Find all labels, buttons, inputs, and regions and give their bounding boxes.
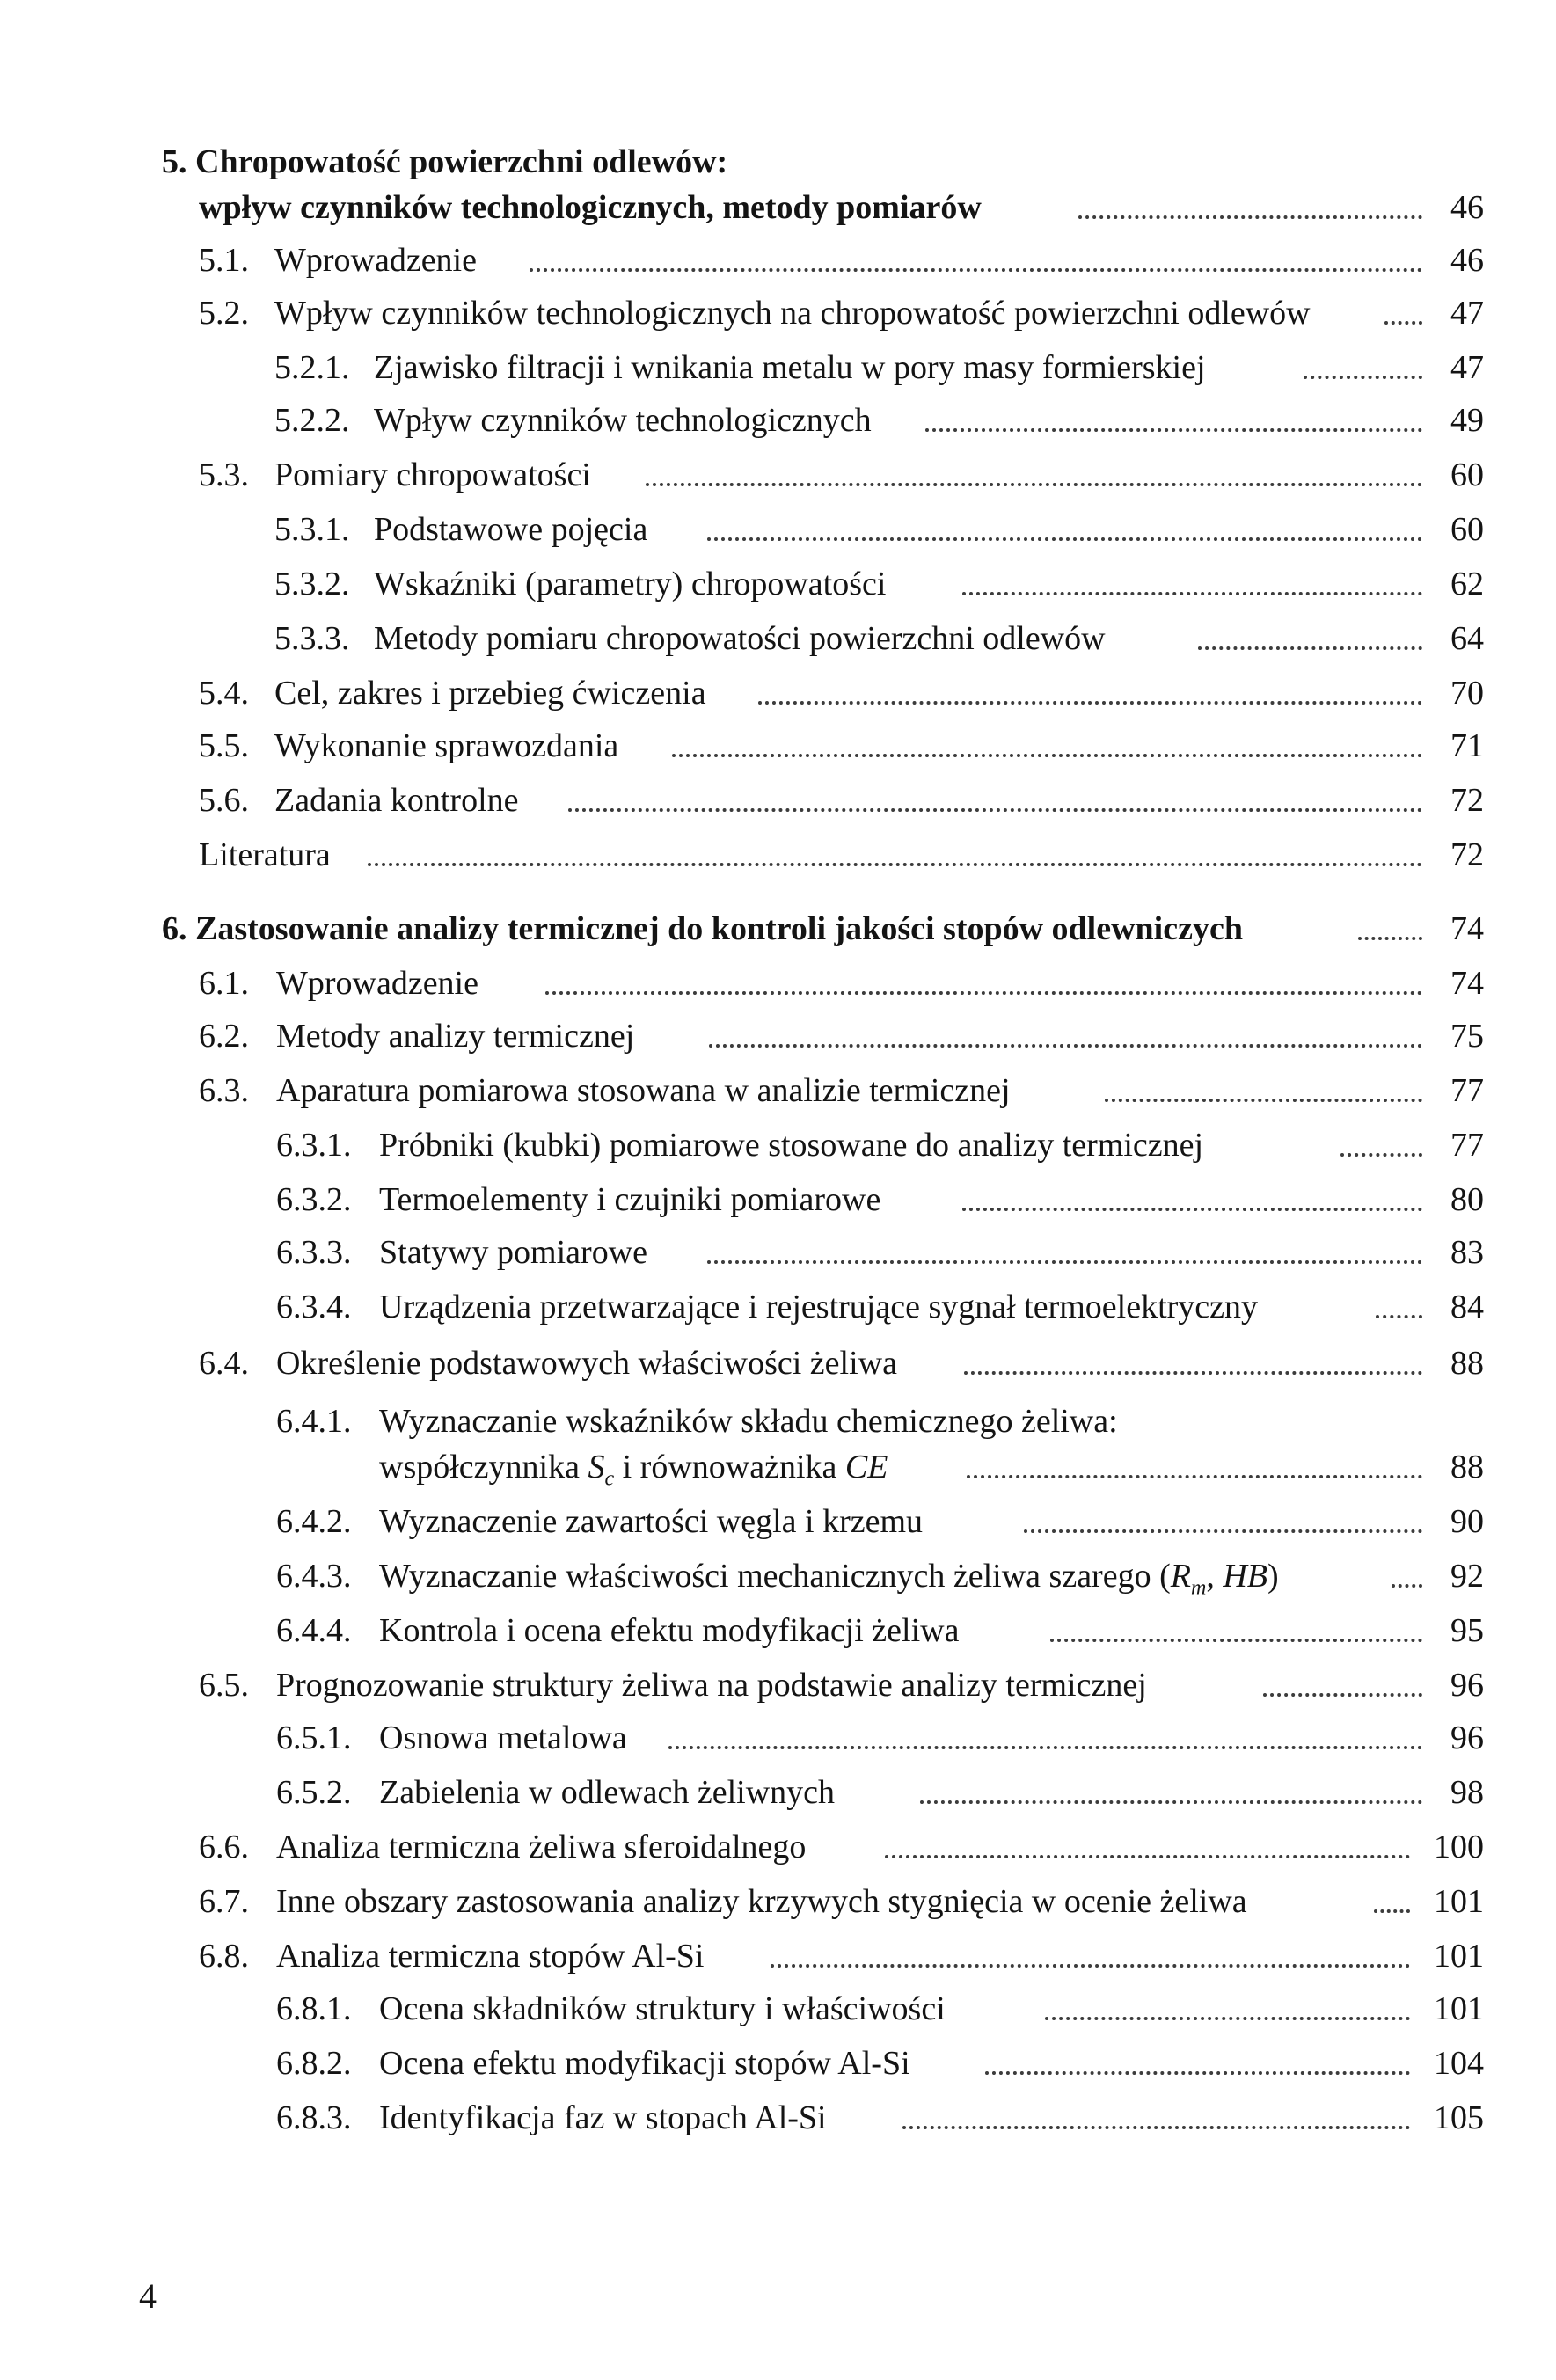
dot-leader	[1304, 376, 1422, 379]
dot-leader	[962, 592, 1422, 595]
toc-entry	[276, 1122, 1484, 1177]
entry-title: Prognozowanie struktury żeliwa na podstawie analizy termicznej	[276, 1667, 1147, 1704]
toc-entry	[276, 1177, 1484, 1231]
entry-title: Kontrola i ocena efektu modyfikacji żeliwa	[379, 1612, 960, 1649]
entry-title: Metody pomiaru chropowatości powierzchni odlewów	[374, 620, 1106, 657]
entry-title: Podstawowe pojęcia	[374, 511, 648, 548]
toc-entry	[276, 1608, 1484, 1662]
dot-leader	[1376, 1315, 1422, 1318]
dot-leader	[672, 754, 1422, 757]
page-ref: 46	[1450, 242, 1484, 279]
entry-number: 6.8.3.	[276, 2099, 352, 2136]
entry-title: Inne obszary zastosowania analizy krzywych stygnięcia w ocenie żeliwa	[276, 1883, 1247, 1920]
page-ref: 100	[1434, 1829, 1484, 1865]
toc-entry	[276, 1770, 1484, 1824]
page-ref: 64	[1450, 620, 1484, 657]
page-ref: 96	[1450, 1667, 1484, 1704]
toc-entry	[199, 1662, 1484, 1717]
dot-leader	[964, 1371, 1422, 1375]
symbol-ce: CE	[844, 1449, 888, 1486]
page-ref: 60	[1450, 511, 1484, 548]
toc-entry	[199, 290, 1484, 345]
entry-number: 6.8.1.	[276, 1990, 352, 2027]
entry-title-cont: ,	[1206, 1558, 1224, 1595]
entry-title: Ocena składników struktury i właściwości	[379, 1990, 946, 2027]
page-ref: 98	[1450, 1774, 1484, 1811]
entry-number: 6.8.	[199, 1938, 249, 1975]
toc-entry	[276, 1715, 1484, 1770]
toc-entry	[199, 452, 1484, 507]
dot-leader	[1024, 1529, 1422, 1533]
page-ref: 46	[1450, 189, 1484, 226]
entry-number: 6.7.	[199, 1883, 249, 1920]
dot-leader	[962, 1208, 1422, 1211]
dot-leader	[758, 701, 1422, 705]
entry-number: 6.5.2.	[276, 1774, 352, 1811]
page-ref: 62	[1450, 566, 1484, 602]
toc-entry	[199, 723, 1484, 778]
entry-title: Wprowadzenie	[274, 242, 477, 279]
page-ref: 75	[1450, 1018, 1484, 1055]
toc-entry	[274, 616, 1484, 670]
symbol-hb: HB	[1223, 1558, 1267, 1595]
page-ref: 90	[1450, 1503, 1484, 1540]
dot-leader	[368, 863, 1422, 866]
toc-entry	[276, 1986, 1484, 2041]
dot-leader	[707, 1260, 1422, 1264]
entry-number: 6.4.	[199, 1345, 249, 1382]
entry-number: 6.5.1.	[276, 1719, 352, 1756]
entry-title: Wykonanie sprawozdania	[274, 727, 619, 764]
entry-number: 6.2.	[199, 1018, 249, 1055]
entry-title-cont: )	[1267, 1558, 1279, 1595]
entry-number: 6.3.2.	[276, 1181, 352, 1218]
page-ref: 77	[1450, 1127, 1484, 1164]
entry-number: 6.6.	[199, 1829, 249, 1865]
symbol-subscript: m	[1190, 1576, 1207, 1600]
page-ref: 105	[1434, 2099, 1484, 2136]
entry-title: Ocena efektu modyfikacji stopów Al-Si	[379, 2045, 910, 2082]
entry-number: 6.5.	[199, 1667, 249, 1704]
page-ref: 84	[1450, 1289, 1484, 1325]
entry-title: Zjawisko filtracji i wnikania metalu w pory masy formierskiej	[374, 349, 1206, 386]
toc-entry	[274, 345, 1484, 399]
entry-title: Określenie podstawowych właściwości żeliwa	[276, 1345, 897, 1382]
entry-title: Wskaźniki (parametry) chropowatości	[374, 566, 887, 602]
dot-leader	[1050, 1639, 1422, 1642]
toc-entry	[276, 1230, 1484, 1284]
entry-number: 6.8.2.	[276, 2045, 352, 2082]
toc-entry	[274, 561, 1484, 616]
entry-title-cont: i równoważnika	[614, 1449, 845, 1486]
dot-leader	[530, 268, 1422, 272]
page-ref: 74	[1450, 910, 1484, 947]
entry-title: Metody analizy termicznej	[276, 1018, 635, 1055]
page-ref: 92	[1450, 1558, 1484, 1595]
dot-leader	[668, 1746, 1422, 1749]
page-ref: 70	[1450, 675, 1484, 712]
dot-leader	[545, 991, 1422, 995]
entry-number: 5.2.1.	[274, 349, 350, 386]
toc-entry	[199, 960, 1484, 1015]
dot-leader	[967, 1475, 1422, 1478]
dot-leader	[1384, 321, 1422, 325]
toc-entry	[199, 670, 1484, 725]
entry-number: 5.6.	[199, 782, 249, 819]
entry-title: Statywy pomiarowe	[379, 1234, 648, 1271]
toc-entry-line2	[379, 1444, 1484, 1499]
section-5-heading-text-2: wpływ czynników technologicznych, metody pomiarów	[199, 189, 982, 226]
entry-number: 5.3.1.	[274, 511, 350, 548]
entry-title: Wyznaczanie wskaźników składu chemicznego żeliwa:	[379, 1403, 1118, 1440]
toc-entry	[274, 398, 1484, 452]
entry-number: 6.3.3.	[276, 1234, 352, 1271]
entry-title: Identyfikacja faz w stopach Al-Si	[379, 2099, 827, 2136]
toc-entry	[276, 1499, 1484, 1553]
page-ref: 95	[1450, 1612, 1484, 1649]
entry-number: 6.1.	[199, 965, 249, 1002]
entry-number: 6.4.4.	[276, 1612, 352, 1649]
dot-leader	[885, 1855, 1410, 1858]
entry-title: Analiza termiczna stopów Al-Si	[276, 1938, 705, 1975]
entry-title: Wprowadzenie	[276, 965, 478, 1002]
symbol-r: R	[1170, 1558, 1191, 1595]
entry-title: Próbniki (kubki) pomiarowe stosowane do analizy termicznej	[379, 1127, 1204, 1164]
dot-leader	[1263, 1693, 1422, 1697]
page-ref: 74	[1450, 965, 1484, 1002]
page-ref: 88	[1450, 1345, 1484, 1382]
entry-title: Analiza termiczna żeliwa sferoidalnego	[276, 1829, 807, 1865]
entry-number: 5.3.3.	[274, 620, 350, 657]
entry-number: 5.2.	[199, 295, 249, 332]
page-ref: 96	[1450, 1719, 1484, 1756]
entry-number: 6.3.1.	[276, 1127, 352, 1164]
page-ref: 83	[1450, 1234, 1484, 1271]
toc-entry	[276, 2095, 1484, 2150]
dot-leader	[1374, 1909, 1410, 1913]
entry-title: Pomiary chropowatości	[274, 456, 591, 493]
dot-leader	[1078, 215, 1422, 219]
page-ref: 101	[1434, 1938, 1484, 1975]
entry-title: Zadania kontrolne	[274, 782, 519, 819]
entry-number: 6.3.	[199, 1072, 249, 1109]
page-ref: 49	[1450, 402, 1484, 439]
dot-leader	[920, 1800, 1422, 1804]
dot-leader	[1392, 1584, 1422, 1588]
entry-title: Wyznaczenie zawartości węgla i krzemu	[379, 1503, 924, 1540]
toc-entry	[276, 1284, 1484, 1339]
toc-entry	[199, 237, 1484, 292]
entry-title: Aparatura pomiarowa stosowana w analizie termicznej	[276, 1072, 1011, 1109]
page-ref: 88	[1450, 1449, 1484, 1486]
toc-entry	[199, 832, 1484, 887]
entry-title: Zabielenia w odlewach żeliwnych	[379, 1774, 836, 1811]
page-ref: 60	[1450, 456, 1484, 493]
entry-title: Wpływ czynników technologicznych	[374, 402, 872, 439]
page-ref: 101	[1434, 1990, 1484, 2027]
page-ref: 101	[1434, 1883, 1484, 1920]
dot-leader	[985, 2071, 1410, 2075]
dot-leader	[707, 537, 1422, 541]
toc-entry	[199, 778, 1484, 832]
dot-leader	[1340, 1153, 1422, 1157]
entry-number: 6.4.1.	[276, 1403, 352, 1440]
page-ref: 77	[1450, 1072, 1484, 1109]
dot-leader	[925, 428, 1422, 432]
dot-leader	[568, 808, 1422, 812]
page-ref: 72	[1450, 782, 1484, 819]
section-5-heading-text: 5. Chropowatość powierzchni odlewów:	[162, 143, 728, 180]
page-ref: 104	[1434, 2045, 1484, 2082]
dot-leader	[1358, 937, 1422, 940]
entry-number: 5.3.2.	[274, 566, 350, 602]
entry-number: 5.1.	[199, 242, 249, 279]
dot-leader	[771, 1964, 1410, 1968]
toc-entry	[199, 1879, 1484, 1933]
entry-title: Urządzenia przetwarzające i rejestrujące sygnał termoelektryczny	[379, 1289, 1259, 1325]
toc-entry	[276, 2041, 1484, 2095]
toc-entry	[274, 507, 1484, 561]
symbol-subscript: c	[604, 1467, 615, 1491]
entry-title-cont: współczynnika	[379, 1449, 588, 1486]
section-6-heading	[162, 906, 1484, 960]
dot-leader	[1105, 1099, 1422, 1102]
entry-title: Wyznaczanie właściwości mechanicznych żeliwa szarego (	[379, 1558, 1171, 1595]
section-5-heading-line2	[199, 185, 1484, 239]
entry-number: 5.4.	[199, 675, 249, 712]
page-ref: 47	[1450, 295, 1484, 332]
entry-number: 6.4.2.	[276, 1503, 352, 1540]
dot-leader	[902, 2126, 1410, 2129]
page-ref: 71	[1450, 727, 1484, 764]
entry-number: 5.3.	[199, 456, 249, 493]
symbol-s: S	[588, 1449, 605, 1486]
page-ref: 72	[1450, 836, 1484, 873]
section-6-heading-text: 6. Zastosowanie analizy termicznej do kontroli jakości stopów odlewniczych	[162, 910, 1243, 947]
dot-leader	[1045, 2017, 1410, 2020]
entry-title: Wpływ czynników technologicznych na chropowatość powierzchni odlewów	[274, 295, 1311, 332]
dot-leader	[646, 483, 1422, 486]
entry-title: Literatura	[199, 836, 331, 873]
page-ref: 47	[1450, 349, 1484, 386]
entry-number: 6.3.4.	[276, 1289, 352, 1325]
entry-title: Termoelementy i czujniki pomiarowe	[379, 1181, 881, 1218]
entry-number: 5.5.	[199, 727, 249, 764]
dot-leader	[709, 1044, 1422, 1048]
page-ref: 80	[1450, 1181, 1484, 1218]
toc-entry	[276, 1553, 1484, 1608]
entry-title: Osnowa metalowa	[379, 1719, 627, 1756]
page-number: 4	[139, 2276, 157, 2316]
entry-number: 5.2.2.	[274, 402, 350, 439]
toc-entry	[199, 1933, 1484, 1988]
toc-entry	[199, 1013, 1484, 1068]
toc-entry	[199, 1824, 1484, 1879]
dot-leader	[1198, 646, 1422, 650]
toc-entry	[199, 1068, 1484, 1122]
entry-title: Cel, zakres i przebieg ćwiczenia	[274, 675, 706, 712]
entry-number: 6.4.3.	[276, 1558, 352, 1595]
toc-entry	[199, 1340, 1484, 1395]
